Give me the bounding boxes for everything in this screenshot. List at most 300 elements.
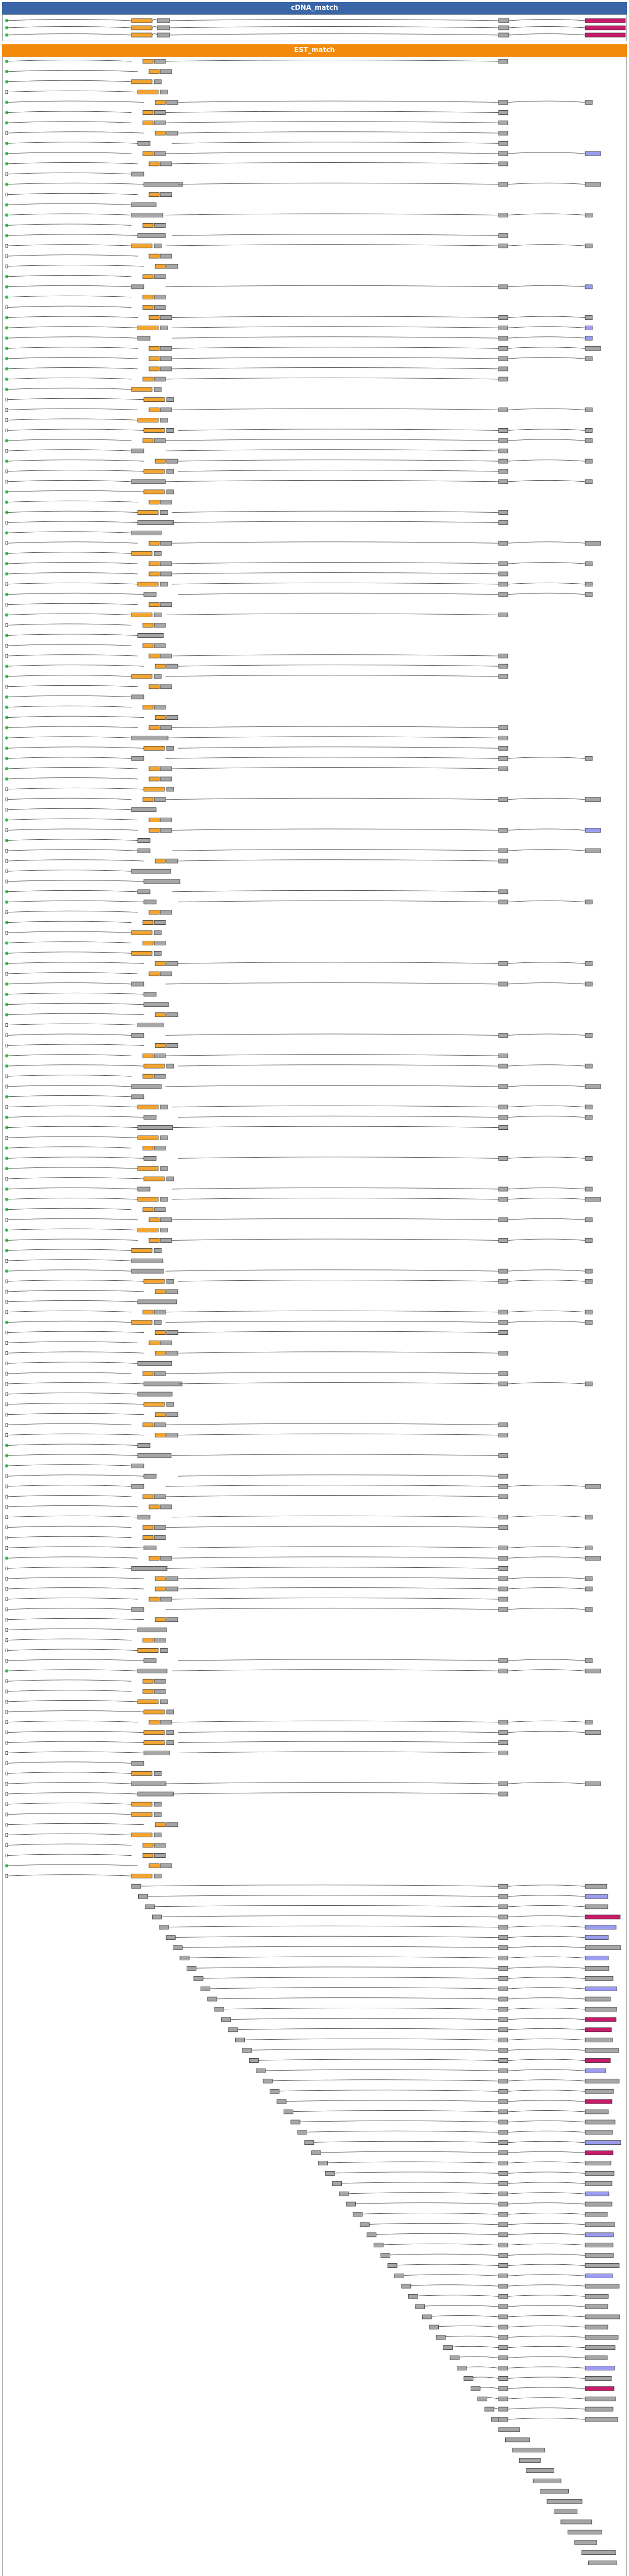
alt-exon-block	[131, 1874, 152, 1878]
exon-block	[499, 469, 508, 473]
intron-line	[7, 1291, 144, 1292]
intron-line	[165, 983, 499, 985]
exon-block	[585, 798, 601, 802]
alt-exon-block	[143, 1074, 153, 1078]
exon-block	[585, 285, 592, 289]
intron-line	[165, 1567, 499, 1569]
intron-line	[7, 1300, 138, 1302]
exon-block	[408, 2294, 418, 2298]
intron-line	[172, 409, 499, 410]
exon-block	[499, 1669, 508, 1673]
exon-block	[585, 1033, 592, 1038]
intron-line	[7, 511, 138, 513]
intron-line	[7, 614, 131, 615]
intron-line	[7, 1362, 138, 1364]
intron-line	[7, 1086, 131, 1087]
intron-line	[508, 2028, 585, 2030]
intron-line	[152, 20, 157, 21]
exon-block	[138, 633, 163, 637]
intron-line	[508, 1731, 585, 1733]
exon-block	[499, 828, 508, 833]
intron-line	[7, 368, 138, 369]
intron-line	[138, 1895, 499, 1897]
intron-line	[7, 1065, 144, 1066]
intron-line	[178, 1157, 499, 1159]
exon-block	[499, 2304, 508, 2309]
intron-line	[7, 962, 144, 964]
intron-line	[170, 34, 499, 36]
exon-block	[167, 1741, 174, 1745]
exon-block	[499, 2079, 508, 2083]
exon-block	[585, 1556, 601, 1560]
exon-block	[131, 449, 144, 453]
intron-line	[508, 1895, 585, 1897]
exon-block	[131, 203, 156, 207]
exon-block	[499, 2018, 508, 2022]
alt-exon-block	[143, 377, 153, 381]
exon-block	[499, 1064, 508, 1068]
exon-block	[277, 2099, 286, 2104]
exon-block	[499, 1741, 508, 1745]
exon-block	[499, 19, 509, 23]
intron-line	[7, 1762, 131, 1764]
alt-exon-block	[155, 1823, 165, 1827]
exon-block	[499, 1894, 508, 1899]
intron-line	[7, 1629, 138, 1630]
exon-block	[585, 2376, 611, 2380]
intron-line	[508, 1721, 585, 1722]
intron-line	[508, 1321, 585, 1323]
intron-line	[7, 1137, 138, 1138]
intron-line	[319, 2162, 499, 2163]
intron-line	[170, 27, 499, 28]
intron-line	[508, 2418, 585, 2420]
exon-block	[585, 961, 592, 965]
alt-exon-block	[155, 961, 165, 965]
exon-block	[499, 1115, 508, 1120]
intron-line	[7, 1803, 131, 1805]
intron-line	[7, 808, 131, 810]
intron-line	[7, 1813, 131, 1815]
exon-block	[154, 951, 161, 955]
exon-block	[585, 1269, 592, 1273]
alt-exon-block	[131, 1802, 152, 1806]
alt-exon-block	[143, 1843, 153, 1848]
intron-line	[7, 1024, 138, 1025]
intron-line	[7, 1280, 144, 1282]
intron-line	[508, 901, 585, 902]
alt-exon-block	[143, 121, 153, 125]
exon-block	[533, 2479, 561, 2483]
alt-exon-block	[155, 1290, 165, 1294]
intron-line	[172, 163, 499, 164]
alt-exon-block	[149, 1863, 159, 1868]
exon-block	[154, 1526, 165, 1530]
intron-line	[508, 429, 585, 431]
intron-line	[508, 2223, 585, 2225]
intron-line	[7, 152, 131, 154]
intron-line	[178, 183, 499, 184]
exon-block	[585, 1239, 592, 1243]
exon-block	[499, 1371, 508, 1376]
alt-exon-block	[143, 151, 153, 156]
exon-block	[499, 1946, 508, 1950]
exon-block	[499, 1515, 508, 1519]
intron-line	[333, 2182, 499, 2184]
intron-line	[165, 737, 499, 738]
intron-line	[7, 1496, 131, 1497]
exon-block	[436, 2335, 445, 2340]
exon-block	[160, 603, 172, 607]
intron-line	[165, 152, 499, 154]
intron-line	[7, 1536, 131, 1538]
exon-block	[167, 1577, 178, 1581]
exon-block	[499, 664, 508, 668]
exon-block	[585, 357, 592, 361]
exon-block	[499, 1566, 508, 1570]
exon-block	[154, 1843, 165, 1848]
intron-line	[277, 2100, 499, 2102]
alt-exon-block	[138, 1166, 158, 1171]
exon-block	[499, 377, 508, 381]
exon-block	[154, 223, 165, 227]
exon-block	[154, 306, 165, 310]
exon-block	[154, 438, 165, 443]
intron-line	[7, 429, 144, 431]
intron-line	[7, 409, 138, 410]
alt-exon-block	[143, 223, 153, 227]
intron-line	[7, 193, 138, 195]
alt-exon-block	[143, 1146, 153, 1150]
alt-exon-block	[155, 1013, 165, 1017]
alt-exon-block	[155, 1577, 165, 1581]
intron-line	[7, 685, 138, 687]
exon-block	[144, 1156, 156, 1160]
exon-block	[585, 2325, 608, 2329]
intron-line	[7, 1034, 131, 1036]
exon-block	[499, 1320, 508, 1325]
intron-line	[145, 1906, 499, 1907]
exon-block	[346, 2202, 355, 2206]
intron-line	[165, 614, 499, 615]
intron-line	[172, 521, 499, 523]
exon-block	[160, 1218, 172, 1222]
exon-block	[291, 2120, 300, 2124]
exon-block	[554, 2510, 577, 2514]
est-match-header: EST_match	[2, 44, 627, 57]
exon-block	[585, 2059, 610, 2063]
exon-block	[499, 2386, 508, 2391]
intron-line	[7, 1188, 138, 1190]
exon-block	[585, 2079, 619, 2083]
exon-block	[167, 1731, 174, 1735]
exon-block	[585, 1156, 592, 1160]
intron-line	[178, 470, 499, 472]
exon-block	[131, 1782, 166, 1786]
intron-line	[7, 521, 138, 523]
intron-line	[194, 1977, 499, 1979]
intron-line	[165, 1034, 499, 1036]
exon-block	[499, 2335, 508, 2340]
intron-line	[165, 450, 499, 451]
exon-block	[585, 1515, 592, 1519]
intron-line	[178, 747, 499, 749]
intron-line	[7, 214, 131, 215]
exon-block	[471, 2386, 480, 2391]
exon-block	[167, 100, 178, 105]
exon-block	[585, 1720, 592, 1724]
exon-block	[585, 1884, 607, 1888]
exon-block	[499, 1997, 508, 2001]
alt-exon-block	[149, 1341, 159, 1345]
exon-block	[263, 2079, 272, 2083]
intron-line	[172, 1106, 499, 1107]
intron-line	[7, 542, 138, 544]
intron-line	[7, 1126, 138, 1128]
intron-line	[7, 101, 144, 103]
exon-block	[499, 2110, 508, 2114]
intron-line	[172, 829, 499, 831]
intron-line	[508, 2306, 585, 2307]
intron-line	[508, 2408, 585, 2410]
exon-block	[585, 459, 592, 463]
exon-block	[160, 1505, 172, 1509]
intron-line	[508, 583, 585, 584]
intron-line	[165, 480, 499, 482]
exon-block	[138, 1515, 150, 1519]
exon-block	[547, 2499, 582, 2503]
exon-block	[138, 336, 150, 340]
exon-block	[499, 674, 508, 679]
intron-line	[165, 1608, 499, 1609]
intron-line	[165, 1321, 499, 1323]
exon-block	[499, 1126, 508, 1130]
intron-line	[508, 2039, 585, 2040]
intron-line	[508, 2285, 585, 2286]
exon-block	[167, 469, 174, 473]
exon-block	[499, 1526, 508, 1530]
est-track-canvas	[3, 57, 626, 2576]
intron-line	[7, 1198, 138, 1199]
exon-block	[160, 1341, 172, 1345]
exon-block	[138, 1361, 172, 1365]
intron-line	[7, 1270, 131, 1272]
intron-line	[7, 316, 138, 318]
intron-line	[178, 1352, 499, 1353]
exon-block	[154, 1074, 165, 1078]
exon-block	[585, 1607, 592, 1612]
exon-block	[499, 726, 508, 730]
intron-line	[508, 1967, 585, 1969]
intron-line	[7, 1865, 138, 1866]
exon-block	[131, 1259, 163, 1263]
exon-block	[499, 521, 508, 525]
exon-block	[585, 1925, 616, 1929]
intron-line	[263, 2080, 499, 2081]
exon-block	[499, 357, 508, 361]
exon-block	[585, 1484, 601, 1488]
exon-block	[154, 1146, 165, 1150]
exon-block	[160, 1166, 168, 1171]
exon-block	[499, 33, 509, 37]
exon-block	[160, 418, 168, 422]
exon-block	[585, 1956, 608, 1960]
exon-block	[144, 879, 180, 884]
exon-block	[499, 59, 508, 63]
intron-line	[508, 2398, 585, 2399]
intron-line	[7, 1578, 144, 1579]
exon-block	[499, 1033, 508, 1038]
intron-line	[178, 901, 499, 902]
exon-block	[160, 685, 172, 689]
intron-line	[7, 757, 131, 759]
exon-block	[138, 1126, 173, 1130]
intron-line	[172, 850, 499, 851]
intron-line	[508, 2182, 585, 2184]
exon-block	[585, 1966, 609, 1970]
intron-line	[508, 1547, 585, 1548]
exon-block	[585, 2397, 616, 2401]
intron-line	[270, 2090, 499, 2092]
intron-line	[7, 1044, 144, 1046]
intron-line	[7, 1116, 144, 1117]
exon-block	[167, 1823, 178, 1827]
exon-block	[154, 121, 165, 125]
intron-line	[508, 2336, 585, 2337]
exon-block	[154, 1689, 165, 1693]
intron-line	[508, 1198, 585, 1199]
intron-line	[508, 850, 585, 851]
intron-line	[7, 142, 138, 144]
intron-line	[508, 2141, 585, 2143]
alt-exon-block	[149, 346, 159, 350]
exon-block	[131, 1484, 144, 1488]
intron-line	[7, 593, 144, 595]
intron-line	[7, 1167, 138, 1169]
exon-block	[160, 316, 172, 320]
exon-block	[499, 2202, 508, 2206]
alt-exon-block	[149, 603, 159, 607]
intron-line	[367, 2233, 499, 2235]
exon-block	[144, 900, 156, 904]
exon-block	[154, 1679, 165, 1683]
exon-block	[499, 1792, 508, 1796]
exon-block	[157, 19, 170, 23]
intron-line	[7, 1311, 131, 1312]
exon-block	[144, 182, 183, 187]
exon-block	[160, 972, 172, 976]
intron-line	[7, 716, 144, 718]
intron-line	[152, 34, 157, 36]
intron-line	[508, 183, 585, 184]
intron-line	[508, 2203, 585, 2205]
exon-block	[585, 2120, 615, 2124]
intron-line	[325, 2172, 499, 2174]
intron-line	[7, 234, 138, 236]
exon-block	[416, 2304, 425, 2309]
exon-block	[499, 1239, 508, 1243]
alt-exon-block	[143, 1208, 153, 1212]
intron-line	[508, 1957, 585, 1958]
exon-block	[499, 511, 508, 515]
exon-block	[381, 2253, 390, 2258]
exon-block	[360, 2223, 369, 2227]
intron-line	[165, 439, 499, 441]
alt-exon-block	[131, 1320, 152, 1325]
exon-block	[154, 1802, 161, 1806]
exon-block	[499, 982, 508, 986]
exon-block	[160, 346, 172, 350]
exon-block	[154, 80, 161, 84]
intron-line	[7, 563, 138, 564]
exon-block	[499, 151, 508, 156]
exon-block	[585, 2417, 618, 2421]
exon-block	[144, 1382, 182, 1386]
exon-block	[325, 2171, 335, 2175]
exon-block	[131, 531, 161, 535]
exon-block	[585, 408, 592, 412]
exon-block	[585, 1905, 608, 1909]
exon-block	[585, 2192, 609, 2196]
exon-block	[160, 162, 172, 166]
exon-block	[154, 1536, 165, 1540]
exon-block	[499, 121, 508, 125]
intron-line	[172, 358, 499, 359]
exon-block	[154, 623, 165, 628]
intron-line	[178, 962, 499, 964]
alt-exon-block	[131, 951, 152, 955]
intron-line	[172, 234, 499, 236]
alt-exon-block	[149, 910, 159, 914]
exon-block	[499, 2325, 508, 2329]
exon-block	[138, 890, 150, 894]
intron-line	[508, 316, 585, 318]
alt-exon-block	[143, 1310, 153, 1314]
exon-block	[499, 213, 508, 217]
exon-block	[499, 1453, 508, 1458]
intron-line	[508, 2233, 585, 2235]
intron-line	[339, 2193, 499, 2194]
exon-block	[138, 1300, 177, 1304]
exon-block	[160, 254, 172, 258]
exon-block	[499, 100, 508, 105]
alt-exon-block	[138, 511, 158, 515]
exon-block	[374, 2243, 383, 2247]
intron-line	[508, 2080, 585, 2081]
intron-line	[7, 1680, 131, 1682]
exon-block	[582, 2551, 616, 2555]
intron-line	[249, 2059, 499, 2061]
intron-line	[178, 1331, 499, 1333]
intron-line	[7, 931, 131, 933]
exon-block	[144, 1751, 170, 1755]
alt-exon-block	[149, 562, 159, 566]
cdna-match-header: cDNA_match	[2, 2, 627, 14]
intron-line	[508, 1578, 585, 1579]
exon-block	[228, 2028, 238, 2032]
exon-block	[585, 2366, 615, 2370]
intron-line	[508, 1988, 585, 1989]
intron-line	[7, 942, 131, 943]
intron-line	[7, 327, 138, 328]
intron-line	[7, 890, 138, 892]
cdna-match-panel	[2, 14, 627, 41]
intron-line	[7, 439, 131, 441]
exon-block	[499, 2366, 508, 2370]
intron-line	[7, 603, 138, 605]
alt-exon-block	[155, 664, 165, 668]
exon-block	[499, 141, 508, 145]
